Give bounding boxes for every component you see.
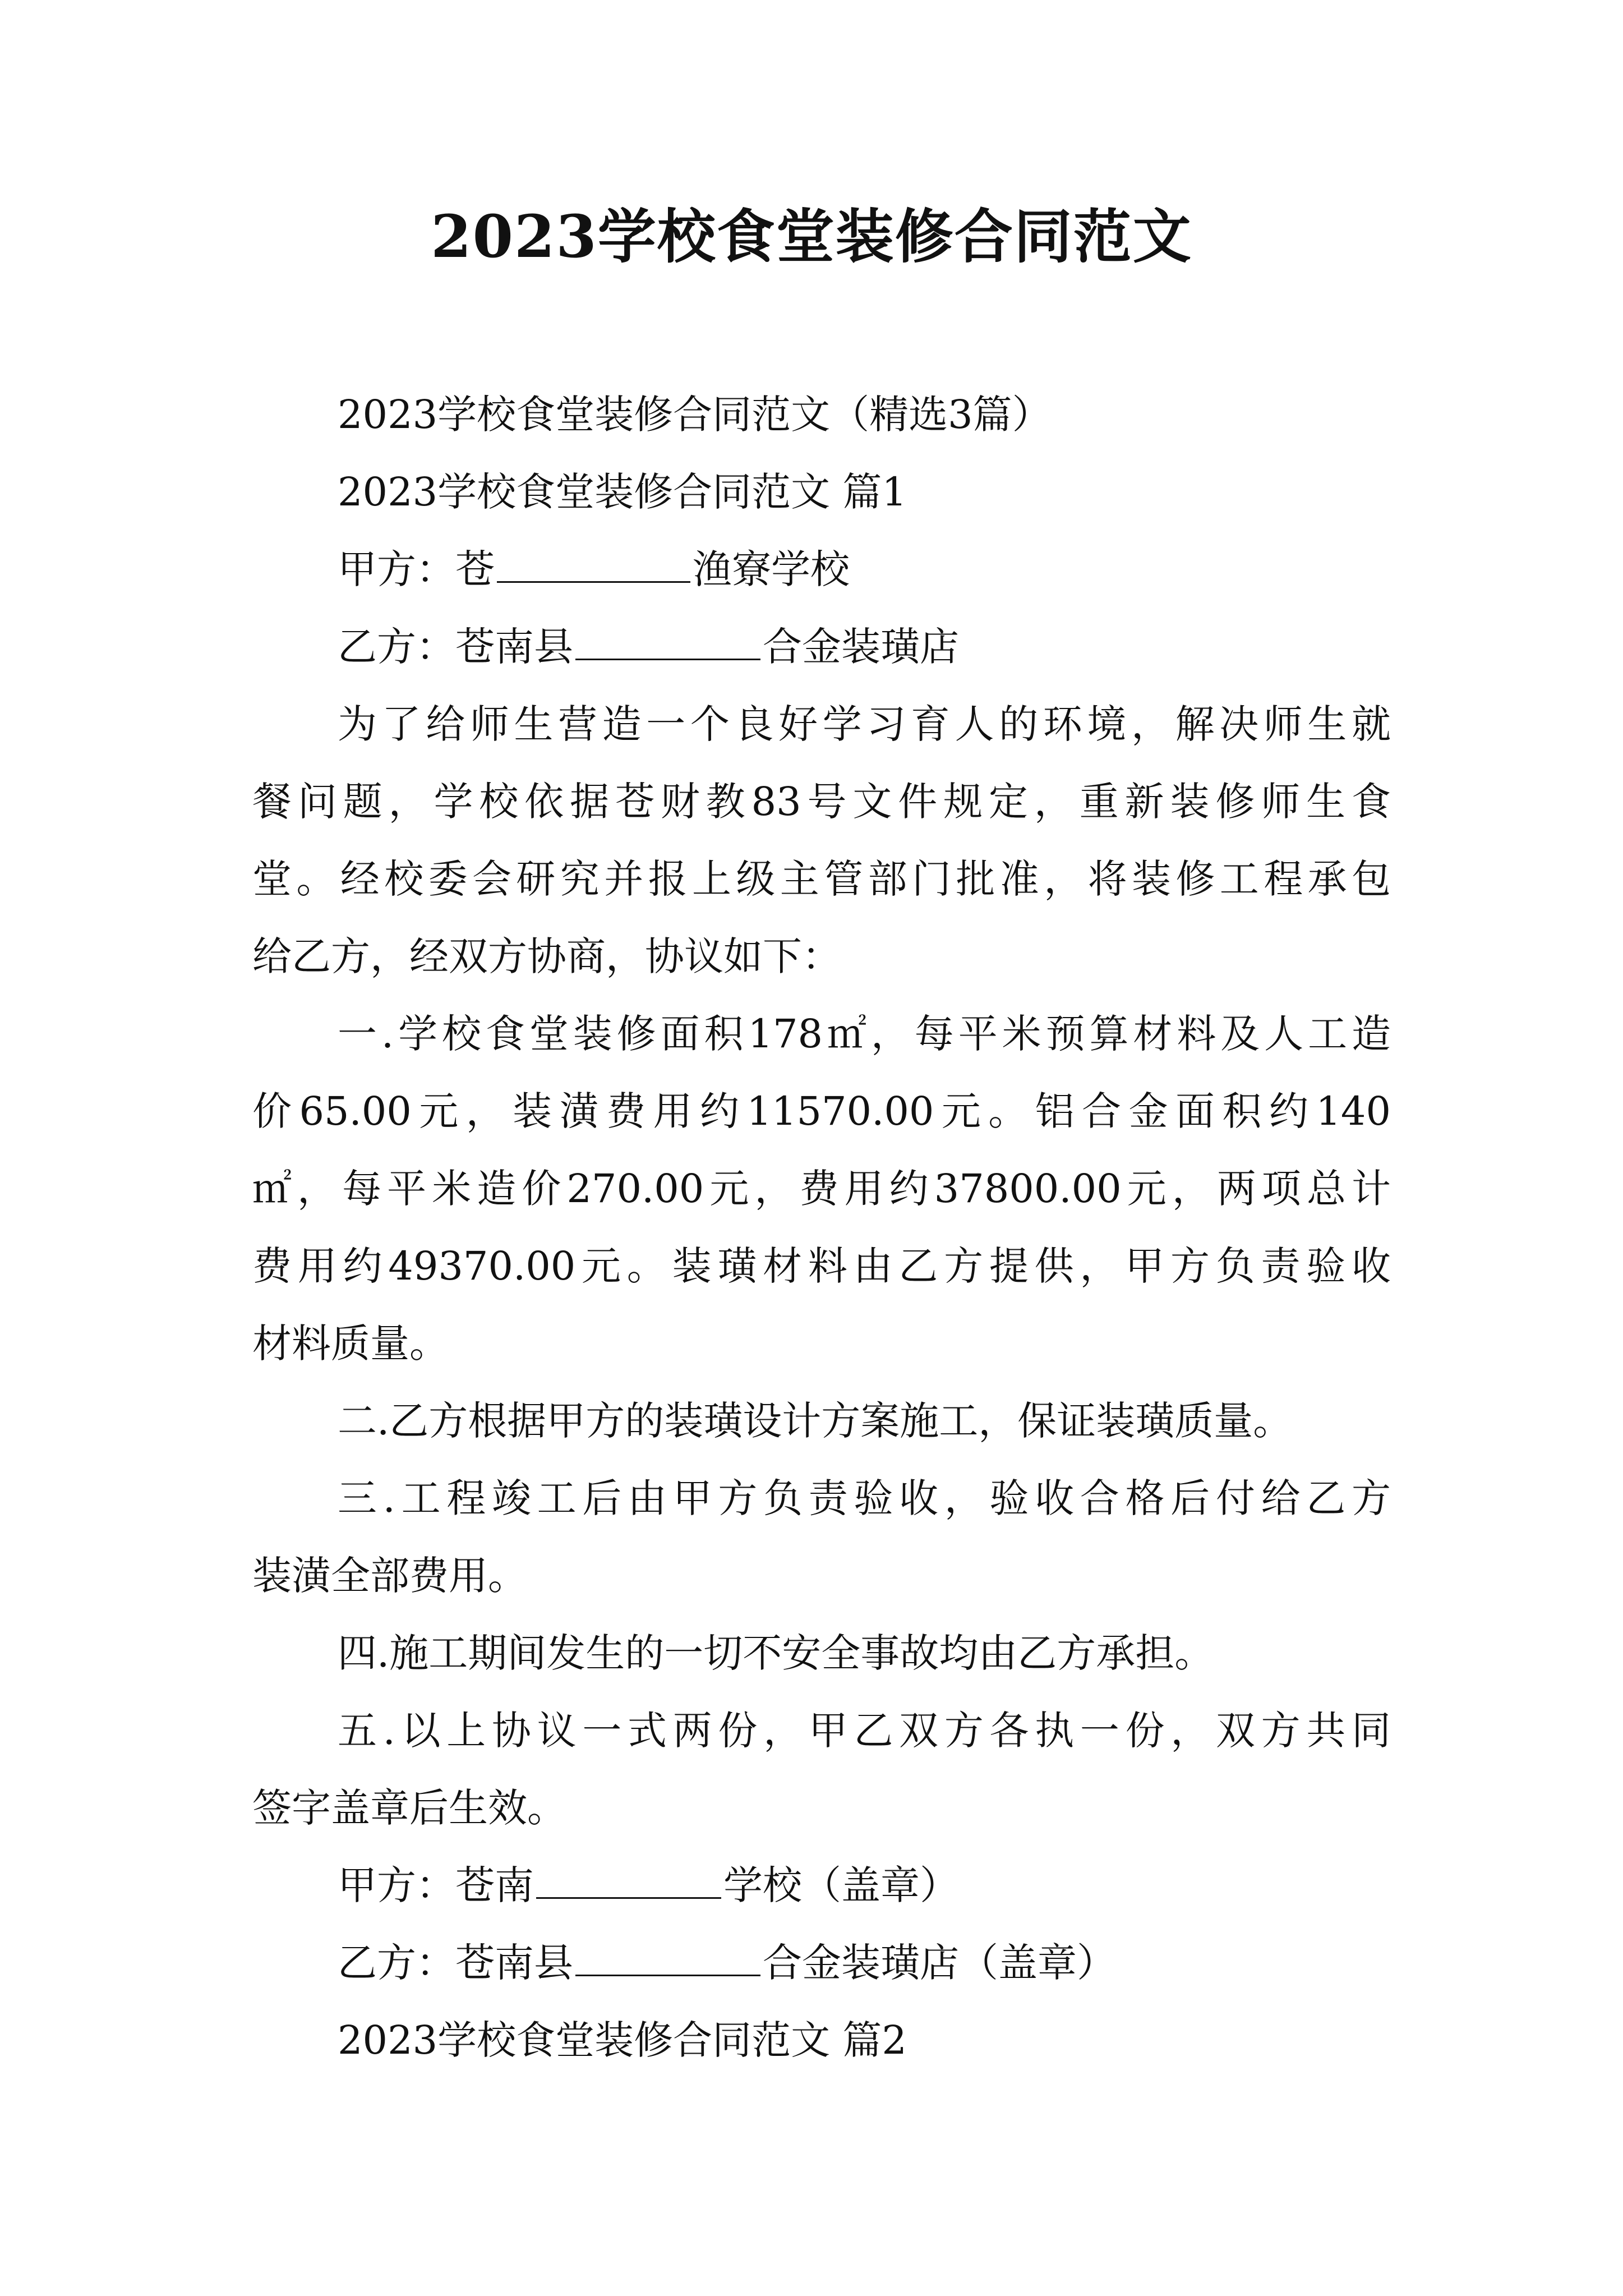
sign-a-suffix: 学校（盖章） [723, 1862, 959, 1908]
party-b-suffix: 合金装璜店 [763, 624, 959, 670]
party-a-suffix: 渔寮学校 [693, 546, 850, 592]
intro-line-4: 给乙方，经双方协商，协议如下： [252, 933, 841, 979]
sign-b-suffix: 合金装璜店（盖章） [763, 1940, 1116, 1986]
party-a-blank [497, 546, 690, 583]
clause3-line-1: 三.工程竣工后由甲方负责验收，验收合格后付给乙方 [338, 1475, 1391, 1521]
clause2-line: 二.乙方根据甲方的装璜设计方案施工，保证装璜质量。 [338, 1398, 1293, 1444]
party-a-line [252, 531, 1391, 608]
part1-heading: 2023学校食堂装修合同范文 篇1 [338, 469, 907, 515]
party-a-prefix: 甲方：苍 [338, 546, 495, 592]
clause1-line-2: 价65.00元，装潢费用约11570.00元。铝合金面积约140 [252, 1088, 1391, 1134]
clause5-line-1: 五.以上协议一式两份，甲乙双方各执一份，双方共同 [338, 1708, 1391, 1754]
sign-b-blank [575, 1939, 760, 1976]
sign-a-prefix: 甲方：苍南 [338, 1862, 534, 1908]
intro-line-1: 为了给师生营造一个良好学习育人的环境，解决师生就 [338, 701, 1391, 747]
document-subtitle: 2023学校食堂装修合同范文（精选3篇） [338, 392, 1052, 438]
document-body [252, 376, 1391, 2079]
party-b-prefix: 乙方：苍南县 [338, 624, 573, 670]
clause1-line-5: 材料质量。 [252, 1320, 449, 1366]
clause3-line-2: 装潢全部费用。 [252, 1553, 527, 1599]
intro-line-3: 堂。经校委会研究并报上级主管部门批准，将装修工程承包 [252, 856, 1391, 902]
sign-a-line [252, 1847, 1391, 1924]
clause1-line-1: 一.学校食堂装修面积178㎡，每平米预算材料及人工造 [338, 1011, 1391, 1057]
clause4-line: 四.施工期间发生的一切不安全事故均由乙方承担。 [338, 1630, 1214, 1676]
document-title: 2023学校食堂装修合同范文 [431, 202, 1192, 271]
clause1-line-4: 费用约49370.00元。装璜材料由乙方提供，甲方负责验收 [252, 1243, 1391, 1289]
sign-b-prefix: 乙方：苍南县 [338, 1940, 573, 1986]
part2-heading: 2023学校食堂装修合同范文 篇2 [338, 2017, 907, 2063]
clause1-line-3: ㎡，每平米造价270.00元，费用约37800.00元，两项总计 [252, 1166, 1391, 1212]
intro-line-2: 餐问题，学校依据苍财教83号文件规定，重新装修师生食 [252, 779, 1391, 825]
party-b-line [252, 608, 1391, 685]
sign-b-line [252, 1924, 1391, 2001]
party-b-blank [575, 623, 760, 660]
sign-a-blank [536, 1862, 721, 1899]
clause5-line-2: 签字盖章后生效。 [252, 1785, 566, 1831]
